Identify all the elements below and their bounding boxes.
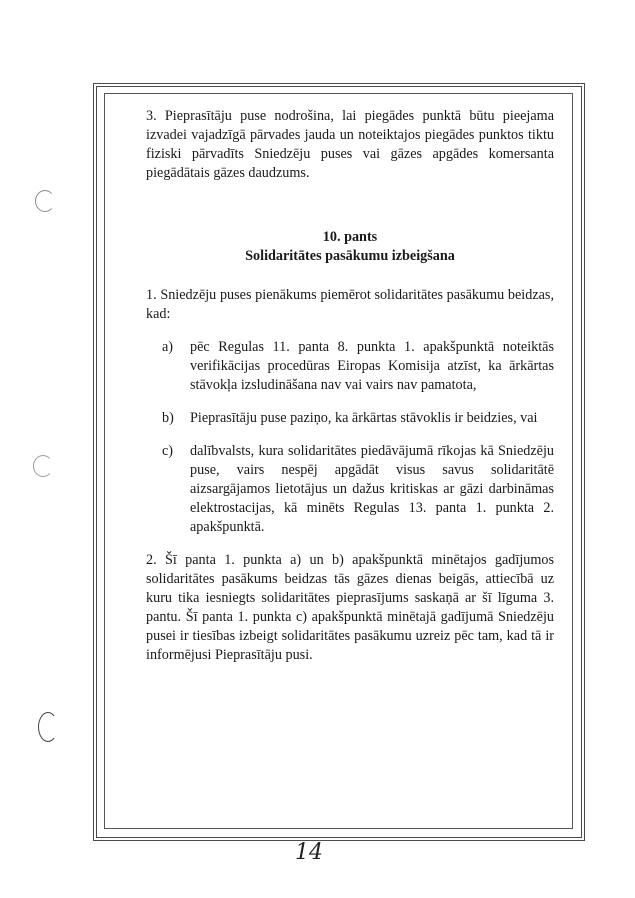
list-item-text: Pieprasītāju puse paziņo, ka ārkārtas stāvoklis ir beidzies, vai — [190, 410, 538, 426]
list-item-text: pēc Regulas 11. panta 8. punkta 1. apakšpunktā noteiktās verifikācijas procedūras Eiropas Komisija atzīst, ka ārkārtas stāvokļa izsludināšana nav vai vairs nav pamatota, — [190, 339, 554, 393]
punch-hole-mark — [38, 712, 58, 742]
paragraph-1: 1. Sniedzēju puses pienākums piemērot solidaritātes pasākumu beidzas, kad: — [146, 287, 554, 322]
list-item — [146, 338, 554, 395]
article-title: Solidaritātes pasākumu izbeigšana — [245, 248, 455, 264]
sub-item-list — [146, 338, 554, 537]
handwritten-page-number: 14 — [295, 840, 323, 865]
list-item-text: dalībvalsts, kura solidaritātes piedāvājumā rīkojas kā Sniedzēju puse, vairs nespēj apgādāt visus savus solidaritātē aizsargājamos lietotājus un dažus kritiskas ar gāzi darbināmas elektrostacijas, kā minēts Regulas 13. panta 1. punkta 2. apakšpunktā. — [190, 443, 554, 535]
list-item-letter: b) — [162, 410, 174, 426]
list-item-letter: a) — [162, 339, 174, 355]
punch-hole-mark — [35, 190, 55, 212]
punch-hole-mark — [33, 455, 53, 477]
list-item — [146, 409, 554, 428]
article-number: 10. pants — [322, 229, 378, 245]
article-heading — [146, 228, 554, 266]
paragraph-2: 2. Šī panta 1. punkta a) un b) apakšpunktā minētajos gadījumos solidaritātes pasākums beidzas tās gāzes dienas beigās, attiecībā uz kuru tika iesniegts solidaritātes pieprasījums saskaņā ar šī līguma 3. pantu. Šī panta 1. punkta c) apakšpunktā minētajā gadījumā Sniedzēju pusei ir tiesības izbeigt solidaritātes pasākumu uzreiz pēc tam, kad tā ir informējusi Pieprasītāju pusi. — [146, 552, 554, 663]
intro-paragraph: 3. Pieprasītāju puse nodrošina, lai piegādes punktā būtu pieejama izvadei vajadzīgā pārvades jauda un noteiktajos piegādes punktos tiktu fiziski pārvadīts Sniedzēju puses vai gāzes apgādes komersanta piegādātais gāzes daudzums. — [146, 108, 554, 181]
list-item-letter: c) — [162, 443, 174, 459]
document-body — [146, 107, 554, 665]
list-item — [146, 442, 554, 537]
